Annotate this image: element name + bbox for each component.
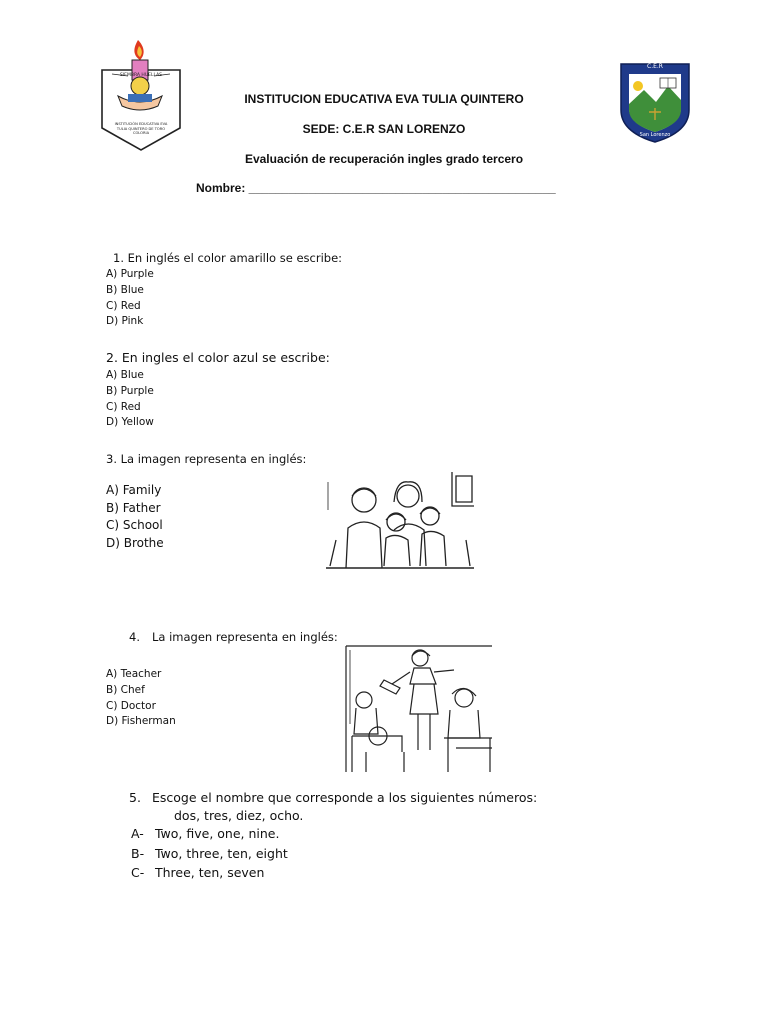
- q3-option-c[interactable]: C) School: [106, 518, 163, 533]
- q3-option-d[interactable]: D) Brothe: [106, 535, 164, 550]
- question-4-number: 4.: [129, 630, 140, 644]
- q5-option-a[interactable]: [131, 824, 288, 844]
- q3-option-b[interactable]: B) Father: [106, 500, 161, 515]
- question-4-options: [106, 667, 176, 730]
- question-1-text: 1. En inglés el color amarillo se escribe:: [113, 251, 343, 265]
- right-logo-top-text: C.E.R: [647, 63, 663, 70]
- name-field[interactable]: Nombre: ______________________________________________: [196, 181, 556, 195]
- q5-option-a-letter: A-: [131, 826, 144, 841]
- institution-name: INSTITUCION EDUCATIVA EVA TULIA QUINTERO: [244, 92, 524, 106]
- q1-option-c[interactable]: C) Red: [106, 299, 141, 312]
- q2-option-a[interactable]: A) Blue: [106, 369, 144, 381]
- q4-option-d[interactable]: D) Fisherman: [106, 715, 176, 728]
- exam-title: Evaluación de recuperación ingles grado tercero: [244, 152, 524, 166]
- question-5-text: Escoge el nombre que corresponde a los siguientes números:: [152, 790, 538, 805]
- question-5-number: 5.: [129, 790, 141, 805]
- q4-option-a[interactable]: A) Teacher: [106, 668, 162, 680]
- q4-option-c[interactable]: C) Doctor: [106, 699, 156, 712]
- question-4-text: La imagen representa en inglés:: [152, 630, 338, 644]
- q5-option-c-letter: C-: [131, 865, 145, 880]
- question-5-options: [131, 824, 288, 883]
- q1-option-a[interactable]: A) Purple: [106, 268, 154, 280]
- q1-option-b[interactable]: B) Blue: [106, 283, 144, 296]
- q5-option-a-text: Two, five, one, nine.: [154, 826, 280, 841]
- q2-option-d[interactable]: D) Yellow: [106, 416, 154, 429]
- question-3-options: [106, 482, 164, 552]
- question-5-subtext: dos, tres, diez, ocho.: [174, 808, 304, 823]
- q5-option-b-text: Two, three, ten, eight: [154, 845, 288, 861]
- question-2-options: [106, 368, 154, 431]
- family-illustration: [324, 470, 476, 576]
- q1-option-d[interactable]: D) Pink: [106, 315, 144, 328]
- question-2-text: 2. En ingles el color azul se escribe:: [106, 350, 330, 365]
- q5-option-c[interactable]: [131, 863, 288, 883]
- q4-option-b[interactable]: B) Chef: [106, 683, 145, 696]
- q5-option-b-letter: B-: [131, 845, 145, 861]
- right-school-logo: [616, 60, 694, 144]
- q2-option-b[interactable]: B) Purple: [106, 384, 154, 397]
- left-logo-bottom-text: INSTITUCIÓN EDUCATIVA EVA TULIA QUINTERO DE TORO COLORIA: [114, 122, 168, 136]
- q5-option-b[interactable]: [131, 844, 288, 864]
- question-3-text: 3. La imagen representa en inglés:: [106, 452, 307, 466]
- left-logo-top-text: SIEMBRA HUELLAS: [119, 73, 163, 78]
- classroom-illustration: [344, 644, 494, 774]
- right-logo-bottom-text: San Lorenzo: [639, 132, 671, 138]
- q2-option-c[interactable]: C) Red: [106, 400, 141, 413]
- question-1-options: [106, 267, 154, 330]
- q5-option-c-text: Three, ten, seven: [154, 865, 265, 880]
- sede-name: SEDE: C.E.R SAN LORENZO: [302, 122, 466, 136]
- q3-option-a[interactable]: A) Family: [106, 483, 162, 497]
